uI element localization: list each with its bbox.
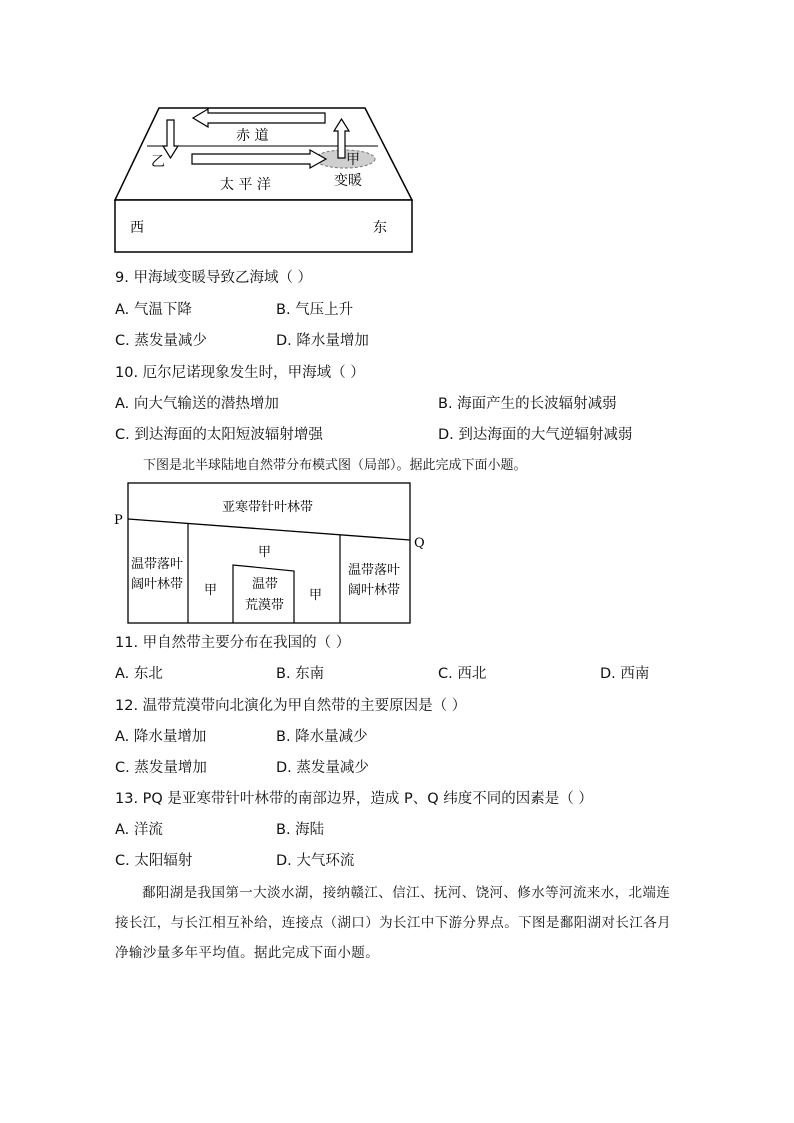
poyang-lake-paragraph: 鄱阳湖是我国第一大淡水湖，接纳赣江、信江、抚河、饶河、修水等河流来水，北端连接长江，与长江相互补给，连接点（湖口）为长江中下游分界点。下图是鄱阳湖对长江各月净输沙量多年平均值。据此完成下面小题。 bbox=[115, 885, 671, 961]
q9-option-b[interactable]: B. 气压上升 bbox=[276, 302, 354, 318]
q12-option-b[interactable]: B. 降水量减少 bbox=[276, 729, 368, 745]
q11-option-a[interactable]: A. 东北 bbox=[115, 666, 163, 682]
question-10-stem: 10. 厄尔尼诺现象发生时，甲海域（ ） bbox=[115, 365, 365, 381]
question-11-stem: 11. 甲自然带主要分布在我国的（ ） bbox=[115, 635, 351, 651]
jia-top-label: 甲 bbox=[258, 545, 272, 560]
p-label: P bbox=[114, 513, 123, 528]
natural-belt-diagram bbox=[0, 475, 794, 635]
q9-option-a[interactable]: A. 气温下降 bbox=[115, 302, 192, 318]
ocean-label: 太 平 洋 bbox=[220, 177, 271, 193]
q12-option-d[interactable]: D. 蒸发量减少 bbox=[276, 760, 369, 776]
q10-option-d[interactable]: D. 到达海面的大气逆辐射减弱 bbox=[438, 427, 633, 443]
left-belt-label-1: 温带落叶 bbox=[131, 557, 184, 572]
question-12-stem: 12. 温带荒漠带向北演化为甲自然带的主要原因是（ ） bbox=[115, 698, 467, 714]
q11-option-b[interactable]: B. 东南 bbox=[276, 666, 325, 682]
q12-option-c[interactable]: C. 蒸发量增加 bbox=[115, 760, 207, 776]
taiga-label: 亚寒带针叶林带 bbox=[222, 500, 314, 515]
yi-label: 乙 bbox=[151, 154, 165, 170]
desert-label-1: 温带 bbox=[252, 577, 279, 592]
cross-section bbox=[115, 200, 412, 252]
question-9-stem: 9. 甲海域变暖导致乙海域（ ） bbox=[115, 270, 313, 286]
q9-option-c[interactable]: C. 蒸发量减少 bbox=[115, 333, 207, 349]
q11-option-d[interactable]: D. 西南 bbox=[600, 666, 650, 682]
jia-left-label: 甲 bbox=[204, 583, 218, 598]
q10-option-a[interactable]: A. 向大气输送的潜热增加 bbox=[115, 396, 279, 412]
east-label: 东 bbox=[373, 220, 387, 236]
jia-label: 甲 bbox=[346, 152, 360, 168]
left-belt-label-2: 阔叶林带 bbox=[131, 577, 184, 592]
q12-option-a[interactable]: A. 降水量增加 bbox=[115, 729, 207, 745]
q13-option-b[interactable]: B. 海陆 bbox=[276, 822, 325, 838]
right-belt-label-2: 阔叶林带 bbox=[348, 583, 401, 598]
natural-belt-intro: 下图是北半球陆地自然带分布模式图（局部）。据此完成下面小题。 bbox=[143, 458, 527, 473]
warming-label: 变暖 bbox=[334, 173, 362, 189]
q-label: Q bbox=[414, 536, 425, 551]
q10-option-c[interactable]: C. 到达海面的太阳短波辐射增强 bbox=[115, 427, 323, 443]
equator-label: 赤 道 bbox=[236, 128, 269, 144]
desert-label-2: 荒漠带 bbox=[245, 598, 285, 613]
jia-right-label: 甲 bbox=[309, 588, 323, 603]
pacific-equator-diagram bbox=[0, 0, 794, 260]
q13-option-d[interactable]: D. 大气环流 bbox=[276, 853, 355, 869]
q13-option-c[interactable]: C. 太阳辐射 bbox=[115, 853, 193, 869]
west-label: 西 bbox=[130, 220, 144, 236]
q13-option-a[interactable]: A. 洋流 bbox=[115, 822, 163, 838]
q9-option-d[interactable]: D. 降水量增加 bbox=[276, 333, 369, 349]
q10-option-b[interactable]: B. 海面产生的长波辐射减弱 bbox=[438, 396, 617, 412]
question-13-stem: 13. PQ 是亚寒带针叶林带的南部边界，造成 P、Q 纬度不同的因素是（ ） bbox=[115, 791, 593, 807]
q11-option-c[interactable]: C. 西北 bbox=[438, 666, 487, 682]
right-belt-label-1: 温带落叶 bbox=[348, 563, 401, 578]
